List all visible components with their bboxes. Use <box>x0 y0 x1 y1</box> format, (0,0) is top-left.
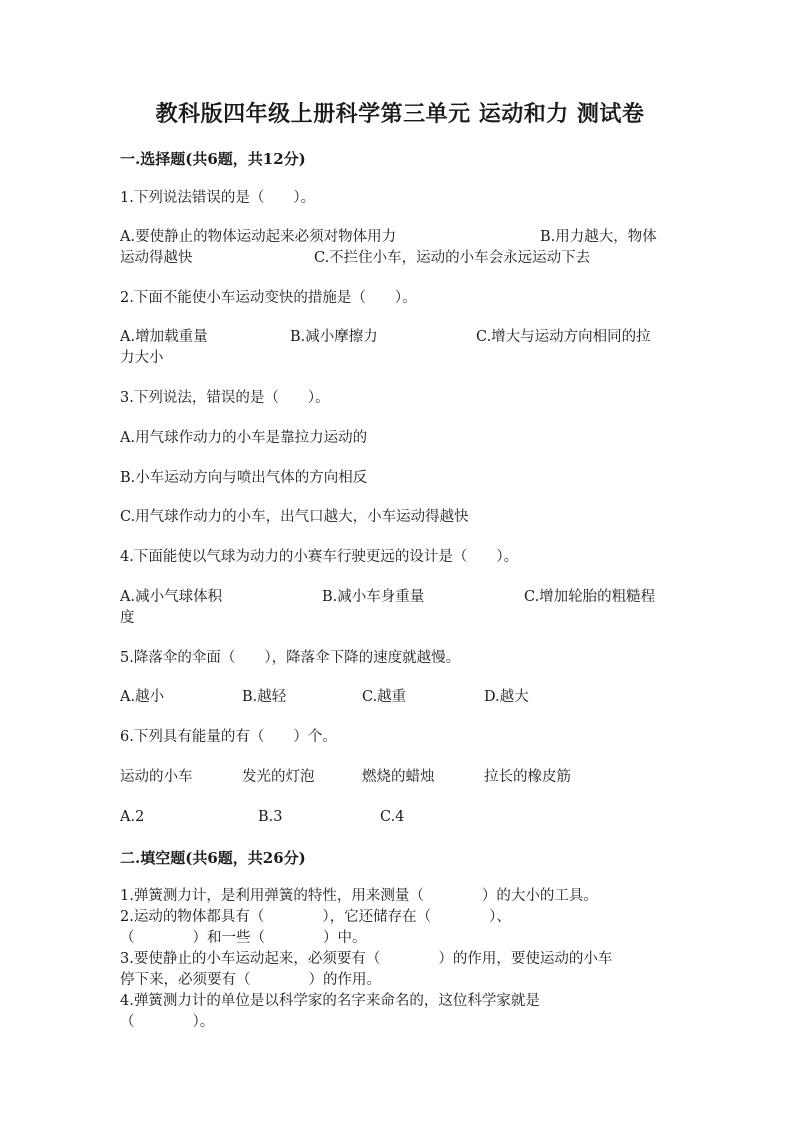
question-4-option-a: A.减小气球体积 <box>120 589 223 605</box>
fill-blank-line: 停下来，必须要有（ ）的作用。 <box>120 972 381 988</box>
question-6-option-b: B.3 <box>258 809 283 825</box>
section-heading-choice: 一.选择题(共6题，共12分) <box>120 150 306 168</box>
fill-blank-line: 2.运动的物体都具有（ ），它还储存在（ ）、 <box>120 909 511 925</box>
question-6-option-a: A.2 <box>120 809 145 825</box>
question-1-option-b-cont: 运动得越快 <box>120 250 193 266</box>
question-2-stem: 2.下面不能使小车运动变快的措施是（ ）。 <box>120 290 417 306</box>
question-5-option-a: A.越小 <box>120 689 165 705</box>
fill-blank-line: （ ）。 <box>120 1014 215 1030</box>
question-3-option-a: A.用气球作动力的小车是靠拉力运动的 <box>120 430 368 446</box>
question-1-option-b: B.用力越大，物体 <box>540 229 657 245</box>
question-1-stem: 1.下列说法错误的是（ ）。 <box>120 190 316 206</box>
question-2-option-b: B.减小摩擦力 <box>290 329 378 345</box>
question-6-stem: 6.下列具有能量的有（ ）个。 <box>120 729 337 745</box>
question-2-option-a: A.增加载重量 <box>120 329 208 345</box>
question-3-stem: 3.下列说法，错误的是（ ）。 <box>120 390 330 406</box>
question-3-option-c: C.用气球作动力的小车，出气口越大，小车运动得越快 <box>120 509 469 525</box>
question-1-option-c: C.不拦住小车，运动的小车会永远运动下去 <box>314 250 591 266</box>
question-5-option-b: B.越轻 <box>242 689 287 705</box>
question-6-item: 发光的灯泡 <box>242 769 315 785</box>
question-4-option-c: C.增加轮胎的粗糙程 <box>524 589 656 605</box>
section-heading-fill-blank: 二.填空题(共6题，共26分) <box>120 849 306 867</box>
question-4-option-c-cont: 度 <box>120 610 135 626</box>
question-1-option-a: A.要使静止的物体运动起来必须对物体用力 <box>120 229 397 245</box>
question-6-item: 燃烧的蜡烛 <box>362 769 435 785</box>
question-2-option-c: C.增大与运动方向相同的拉 <box>476 329 651 345</box>
question-5-option-c: C.越重 <box>362 689 407 705</box>
question-4-option-b: B.减小车身重量 <box>322 589 425 605</box>
page-title: 教科版四年级上册科学第三单元 运动和力 测试卷 <box>155 101 645 127</box>
question-6-item: 运动的小车 <box>120 769 193 785</box>
question-4-stem: 4.下面能使以气球为动力的小赛车行驶更远的设计是（ ）。 <box>120 549 519 565</box>
question-5-option-d: D.越大 <box>484 689 529 705</box>
fill-blank-line: （ ）和一些（ ）中。 <box>120 930 367 946</box>
question-3-option-b: B.小车运动方向与喷出气体的方向相反 <box>120 470 368 486</box>
fill-blank-line: 4.弹簧测力计的单位是以科学家的名字来命名的，这位科学家就是 <box>120 993 540 1009</box>
fill-blank-line: 1.弹簧测力计，是利用弹簧的特性，用来测量（ ）的大小的工具。 <box>120 888 598 904</box>
question-2-option-c-cont: 力大小 <box>120 350 164 366</box>
question-6-item: 拉长的橡皮筋 <box>484 769 571 785</box>
question-6-option-c: C.4 <box>380 809 405 825</box>
fill-blank-line: 3.要使静止的小车运动起来，必须要有（ ）的作用，要使运动的小车 <box>120 951 613 967</box>
question-5-stem: 5.降落伞的伞面（ ），降落伞下降的速度就越慢。 <box>120 650 461 666</box>
